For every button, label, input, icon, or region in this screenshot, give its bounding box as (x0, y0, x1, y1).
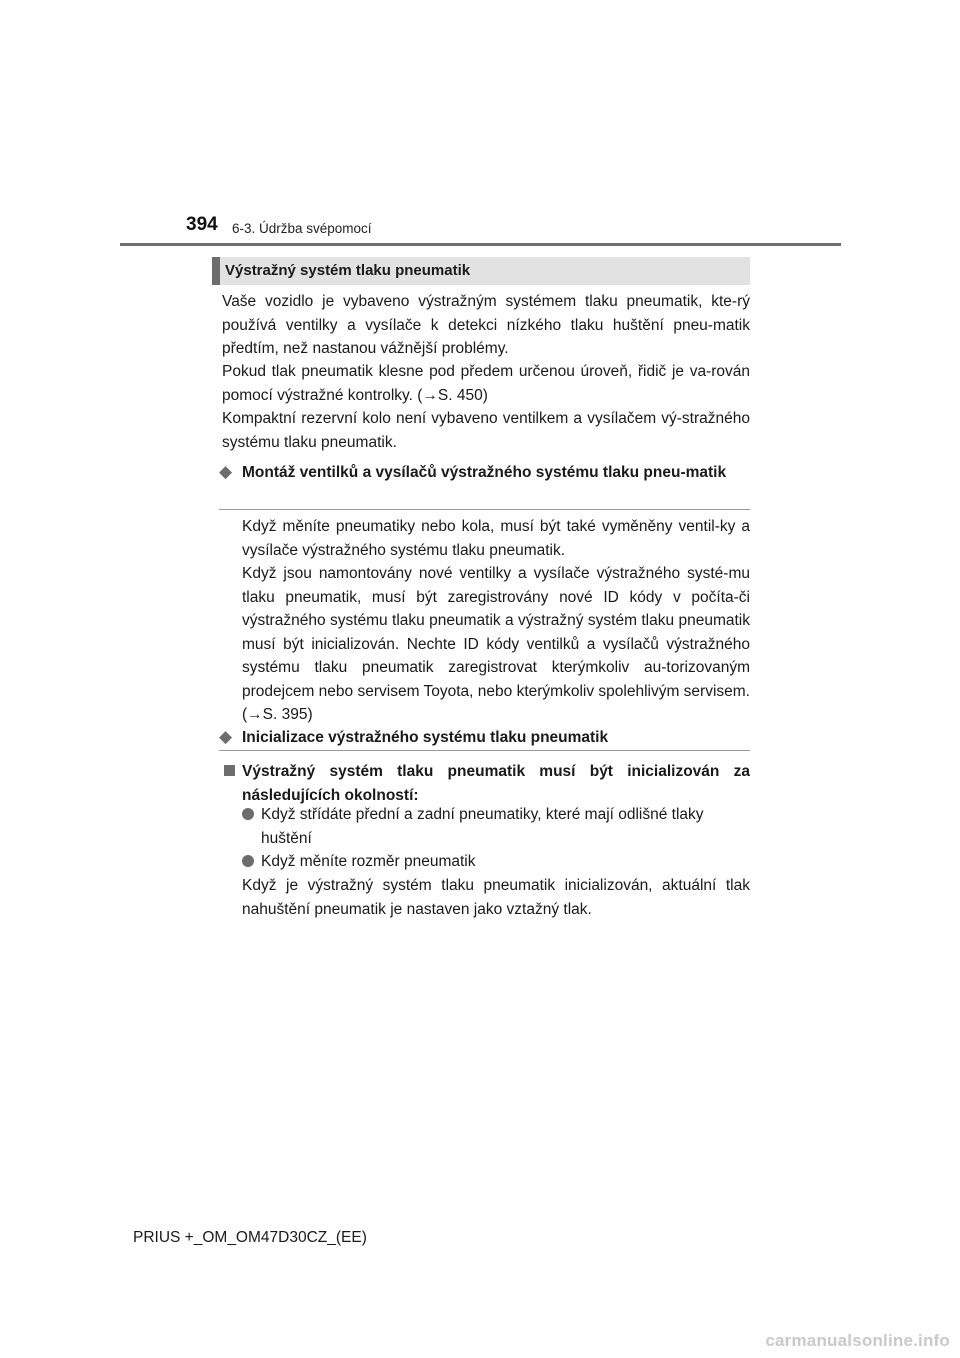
list-item-text: Když měníte rozměr pneumatik (261, 853, 476, 870)
intro-paragraph-3: Kompaktní rezervní kolo není vybaveno ventilkem a vysílačem vý-stražného systému tlaku pneumatik. (222, 410, 750, 451)
watermark: carmanualsonline.info (765, 1331, 950, 1350)
section-bar-accent (212, 257, 220, 285)
header-divider (120, 243, 841, 246)
installation-paragraph-1: Když měníte pneumatiky nebo kola, musí být také vyměněny ventil-ky a vysílače výstražného systému tlaku pneumatik. (242, 518, 750, 559)
subsection-divider (219, 750, 750, 751)
subsection-heading-initialization (219, 726, 750, 750)
intro-paragraph-1: Vaše vozidlo je vybaveno výstražným systémem tlaku pneumatik, kte-rý používá ventilky a vysílače k detekci nízkého tlaku huštění pneu-matik předtím, než nastanou vážnější problémy. (222, 293, 750, 357)
subsection-heading-installation (219, 461, 750, 508)
diamond-icon: ◆ (219, 727, 233, 746)
section-reference: 6-3. Údržba svépomocí (232, 221, 372, 236)
list-item-text: Když střídáte přední a zadní pneumatiky, které mají odlišné tlaky huštění (261, 806, 704, 847)
diamond-icon: ◆ (219, 462, 233, 481)
intro-paragraph-2: Pokud tlak pneumatik klesne pod předem určenou úroveň, řidič je va-rován pomocí výstražné kontrolky. (→S. 450) (222, 363, 750, 404)
square-icon (224, 765, 235, 776)
condition-title: Výstražný systém tlaku pneumatik musí být inicializován za následujících okolností: (242, 763, 750, 804)
document-code-footer: PRIUS +_OM_OM47D30CZ_(EE) (133, 1229, 367, 1246)
circle-bullet-icon (242, 855, 254, 867)
subsection-title: Inicializace výstražného systému tlaku pneumatik (242, 729, 609, 746)
subsection-title: Montáž ventilků a vysílačů výstražného systému tlaku pneu-matik (242, 464, 727, 481)
section-title: Výstražný systém tlaku pneumatik (225, 262, 471, 279)
initialization-closing-paragraph: Když je výstražný systém tlaku pneumatik inicializován, aktuální tlak nahuštění pneumatik je nastaven jako vztažný tlak. (242, 877, 750, 918)
section-title-bar (212, 257, 750, 285)
page-number: 394 (186, 214, 218, 235)
installation-paragraph-2: Když jsou namontovány nové ventilky a vysílače výstražného systé-mu tlaku pneumatik, musí být zaregistrovány nové ID kódy v počíta-či výstražného systému tlaku pneumatik a výstražný systém tlaku pneumatik musí být inicializován. Nechte ID kódy ventilků a vysílačů výstražného systému tlaku pneumatik zaregistrovat kterýmkoliv au-torizovaným prodejcem nebo servisem Toyota, nebo kterýmkoliv spolehlivým servisem. (→S. 395) (242, 565, 750, 723)
circle-bullet-icon (242, 808, 254, 820)
subsection-divider (219, 509, 750, 510)
